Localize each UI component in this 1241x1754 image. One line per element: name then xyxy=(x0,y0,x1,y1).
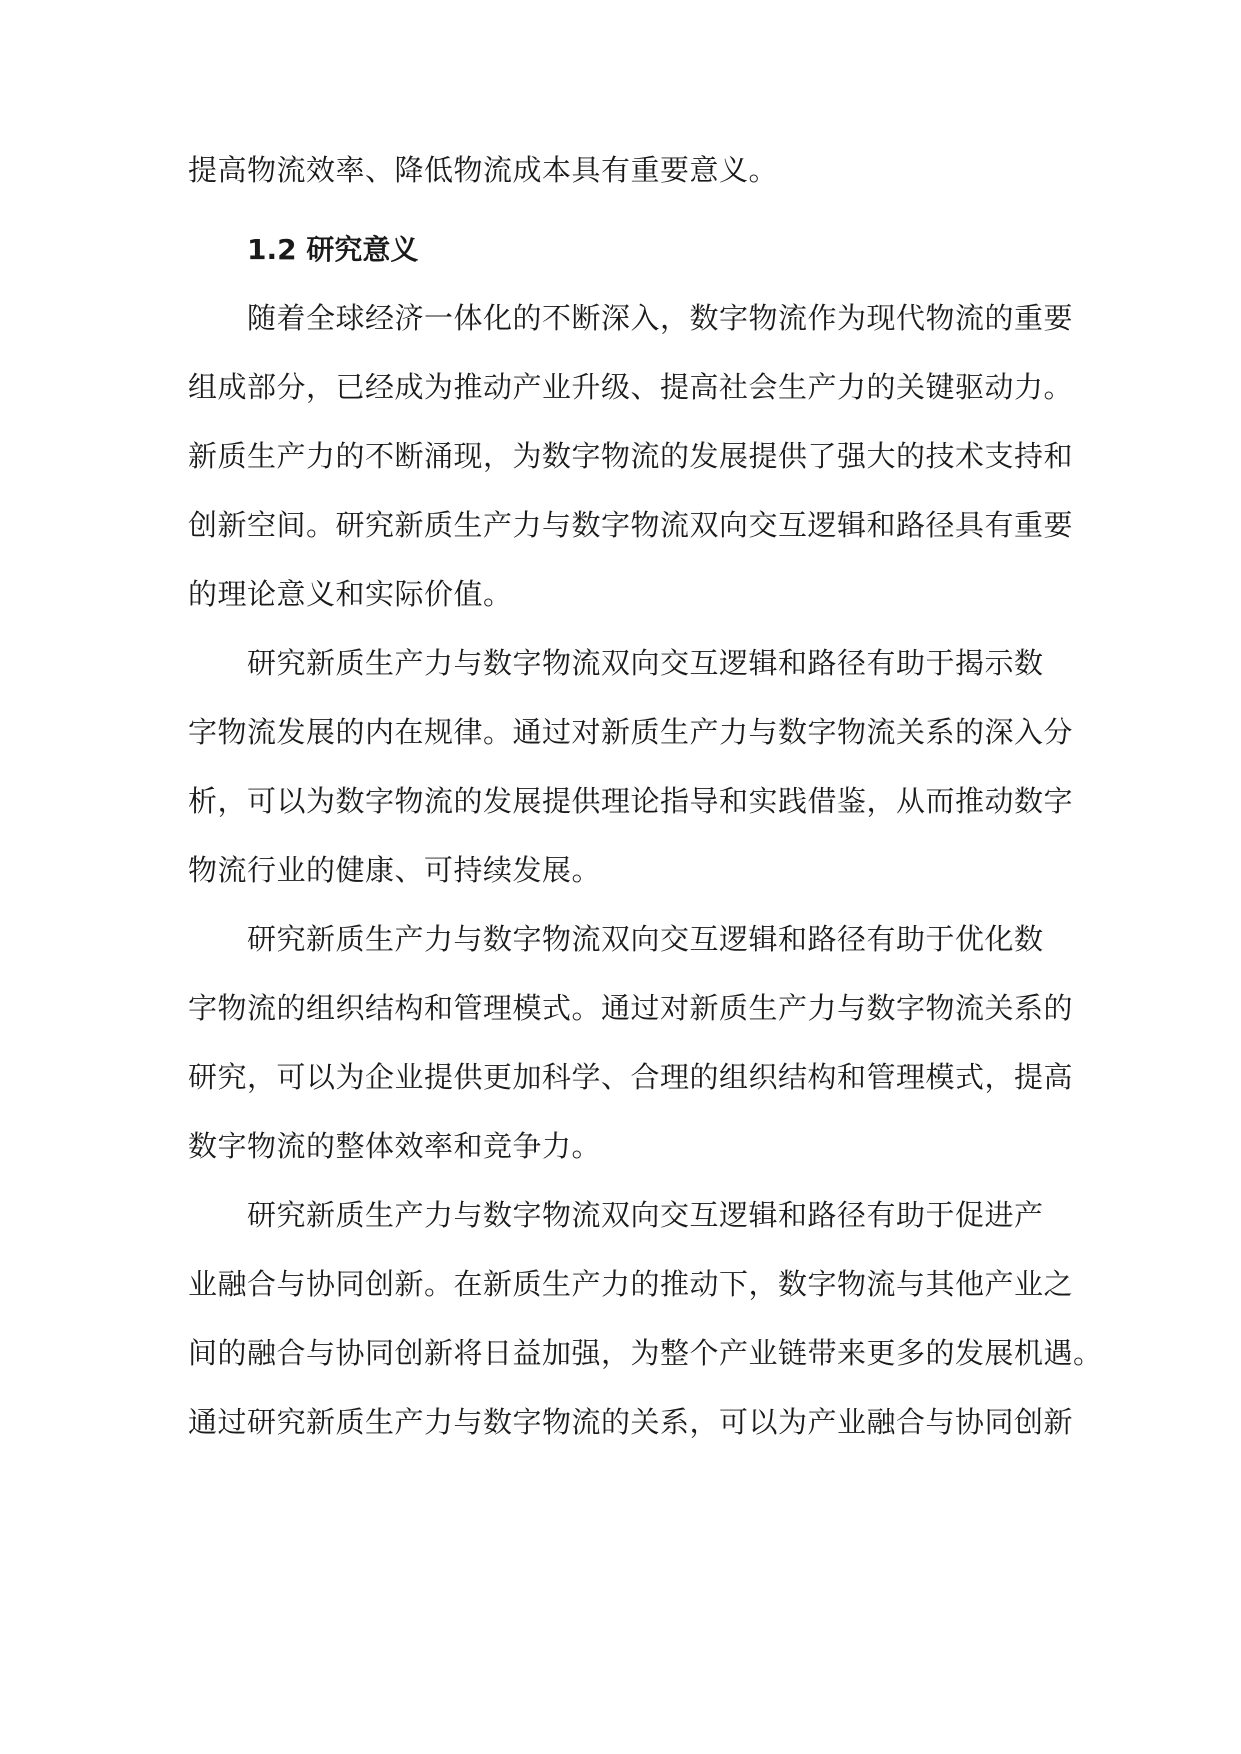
text-line-16: 业融合与协同创新。在新质生产力的推动下，数字物流与其他产业之 xyxy=(188,1267,1074,1301)
text-line-3: 组成部分，已经成为推动产业升级、提高社会生产力的关键驱动力。 xyxy=(188,370,1074,404)
text-line-13: 研究，可以为企业提供更加科学、合理的组织结构和管理模式，提高 xyxy=(188,1060,1074,1094)
text-line-14: 数字物流的整体效率和竞争力。 xyxy=(188,1129,602,1163)
text-line-1: 提高物流效率、降低物流成本具有重要意义。 xyxy=(188,153,779,187)
text-line-5: 创新空间。研究新质生产力与数字物流双向交互逻辑和路径具有重要 xyxy=(188,508,1074,542)
text-line-18: 通过研究新质生产力与数字物流的关系，可以为产业融合与协同创新 xyxy=(188,1405,1074,1439)
text-line-11: 研究新质生产力与数字物流双向交互逻辑和路径有助于优化数 xyxy=(247,922,1044,956)
text-line-4: 新质生产力的不断涌现，为数字物流的发展提供了强大的技术支持和 xyxy=(188,439,1074,473)
text-line-2: 随着全球经济一体化的不断深入，数字物流作为现代物流的重要 xyxy=(247,301,1074,335)
section-heading: 1.2 研究意义 xyxy=(247,233,419,266)
text-line-9: 析，可以为数字物流的发展提供理论指导和实践借鉴，从而推动数字 xyxy=(188,784,1074,818)
text-line-15: 研究新质生产力与数字物流双向交互逻辑和路径有助于促进产 xyxy=(247,1198,1044,1232)
text-line-7: 研究新质生产力与数字物流双向交互逻辑和路径有助于揭示数 xyxy=(247,646,1044,680)
text-line-8: 字物流发展的内在规律。通过对新质生产力与数字物流关系的深入分 xyxy=(188,715,1074,749)
text-line-12: 字物流的组织结构和管理模式。通过对新质生产力与数字物流关系的 xyxy=(188,991,1074,1025)
text-line-6: 的理论意义和实际价值。 xyxy=(188,577,513,611)
text-line-17: 间的融合与协同创新将日益加强，为整个产业链带来更多的发展机遇。 xyxy=(188,1336,1103,1370)
text-line-10: 物流行业的健康、可持续发展。 xyxy=(188,853,602,887)
